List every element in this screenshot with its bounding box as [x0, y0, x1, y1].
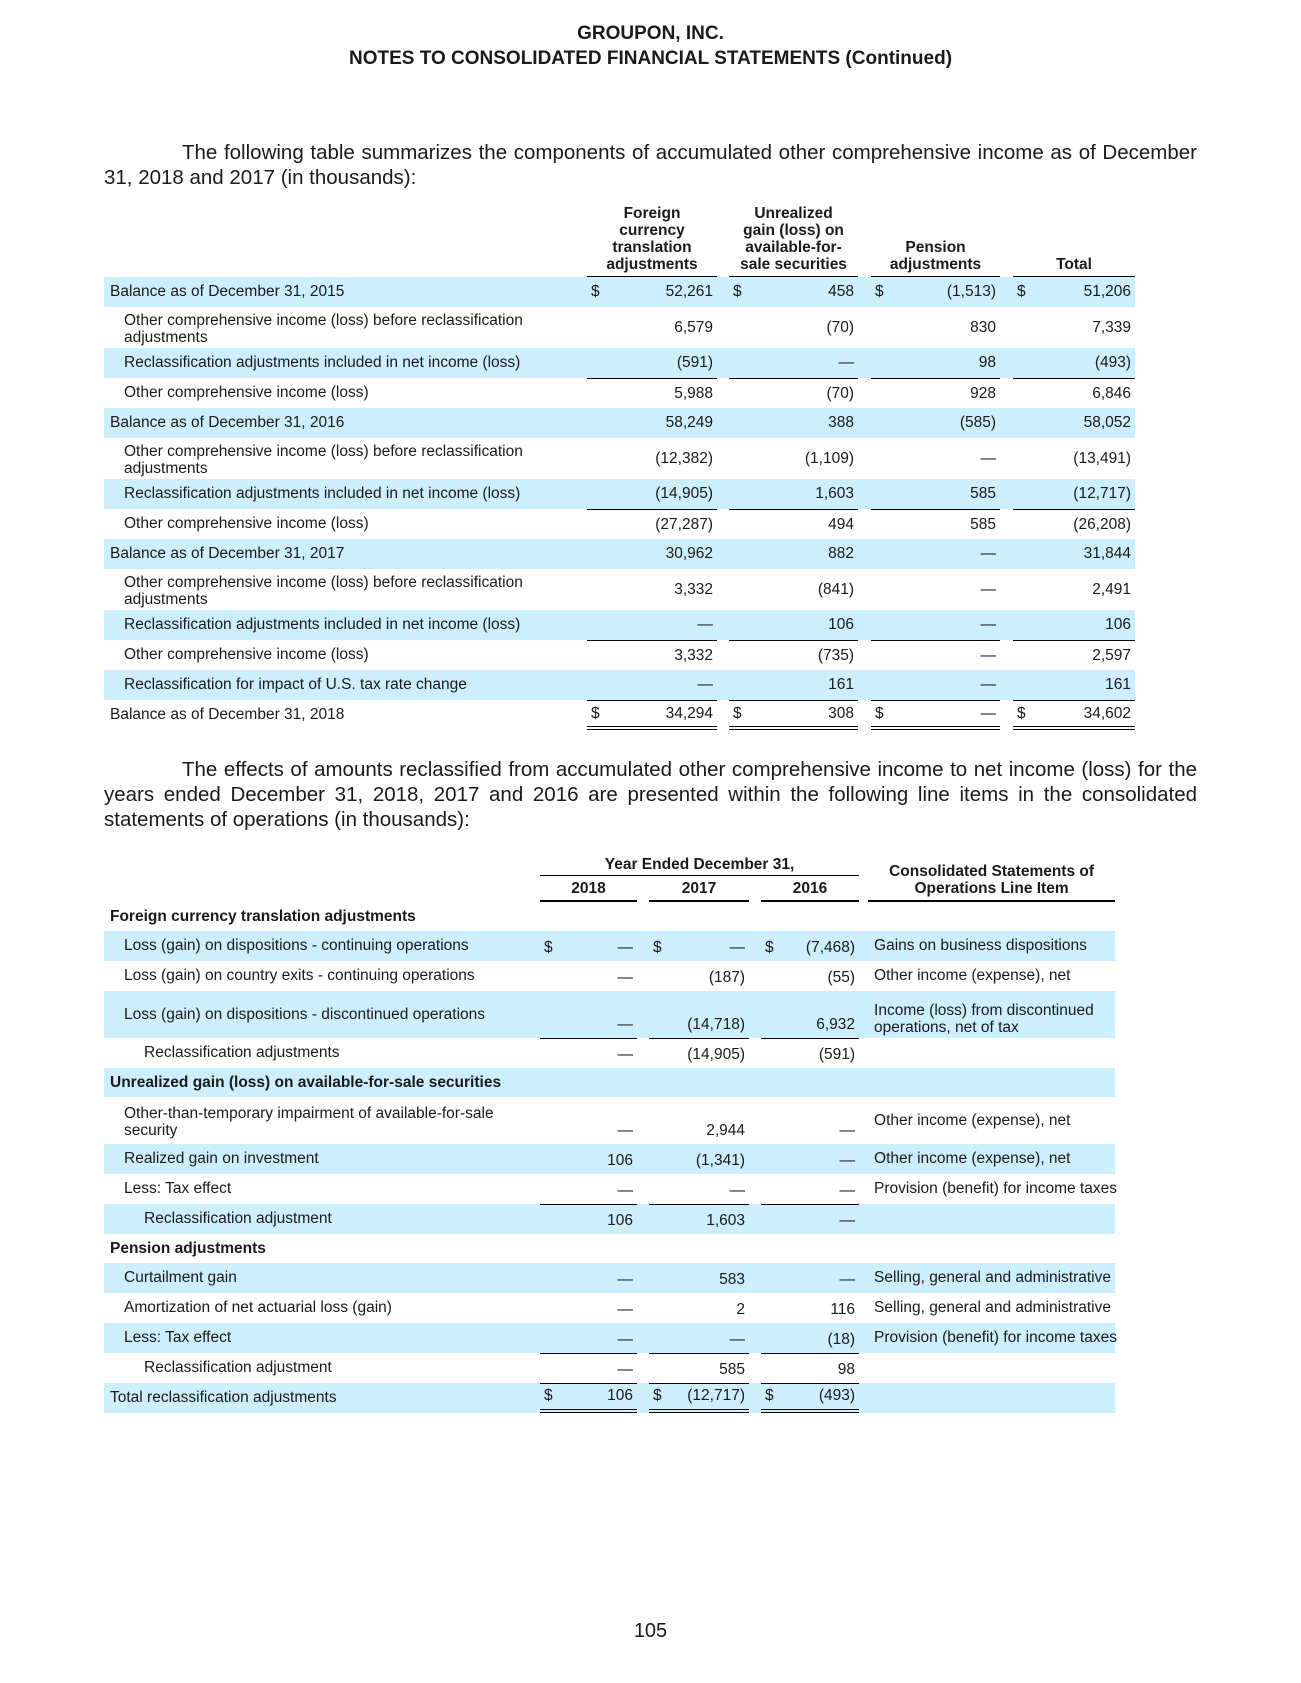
- currency-symbol: [1013, 640, 1035, 670]
- cell-value: 106: [751, 610, 858, 640]
- cell-value: —: [560, 931, 637, 961]
- line-item: Gains on business dispositions: [868, 931, 1115, 961]
- cell-value: 6,579: [674, 318, 713, 336]
- currency-symbol: [540, 1097, 560, 1144]
- cell-value: —: [669, 931, 749, 961]
- col-header-pension: Pension adjustments: [871, 205, 1000, 277]
- currency-symbol: [729, 569, 751, 610]
- row-label: Other comprehensive income (loss) before reclassification adjustments: [124, 442, 523, 477]
- cell-value: —: [893, 670, 1000, 700]
- cell-value: 928: [893, 378, 1000, 408]
- currency-symbol: [649, 1293, 669, 1323]
- cell-value: (591): [781, 1038, 859, 1068]
- currency-symbol: [729, 408, 751, 438]
- currency-symbol: $: [649, 931, 669, 961]
- currency-symbol: [761, 961, 781, 991]
- currency-symbol: [1013, 670, 1035, 700]
- table-row: [104, 610, 1135, 640]
- currency-symbol: [1013, 408, 1035, 438]
- cell-value: —: [617, 1122, 633, 1139]
- line-item-header: Consolidated Statements of Operations Line Item: [868, 852, 1115, 902]
- cell-value: —: [617, 1182, 633, 1199]
- currency-symbol: [761, 1353, 781, 1383]
- row-label: Reclassification adjustment: [104, 1204, 540, 1234]
- row-label: Reclassification adjustments included in net income (loss): [104, 479, 587, 509]
- cell-value: —: [609, 670, 717, 700]
- currency-symbol: [1013, 479, 1035, 509]
- currency-symbol: [729, 610, 751, 640]
- cell-value: (27,287): [609, 509, 717, 539]
- cell-value: 34,602: [1035, 700, 1135, 730]
- cell-value: (591): [609, 348, 717, 378]
- cell-value: 161: [1035, 670, 1135, 700]
- cell-value: 2,597: [1035, 640, 1135, 670]
- cell-value: 58,052: [1035, 408, 1135, 438]
- currency-symbol: [649, 1204, 669, 1234]
- currency-symbol: [587, 438, 609, 479]
- currency-symbol: [649, 1263, 669, 1293]
- currency-symbol: [540, 991, 560, 1038]
- cell-value: (26,208): [1035, 509, 1135, 539]
- cell-value: 830: [970, 318, 997, 336]
- cell-value: (7,468): [781, 931, 859, 961]
- cell-value: 52,261: [609, 277, 717, 307]
- currency-symbol: [729, 670, 751, 700]
- currency-symbol: [761, 1204, 781, 1234]
- cell-value: (14,905): [669, 1038, 749, 1068]
- table-row: [104, 307, 1135, 348]
- currency-symbol: [587, 348, 609, 378]
- cell-value: —: [893, 640, 1000, 670]
- line-item: Provision (benefit) for income taxes: [868, 1323, 1115, 1353]
- currency-symbol: [1013, 569, 1035, 610]
- row-label: Other comprehensive income (loss): [124, 646, 369, 663]
- row-label: Less: Tax effect: [104, 1323, 540, 1353]
- currency-symbol: [587, 670, 609, 700]
- currency-symbol: $: [761, 931, 781, 961]
- currency-symbol: $: [729, 700, 751, 730]
- row-label: Balance as of December 31, 2017: [104, 539, 587, 569]
- section-header-row: [104, 902, 1115, 931]
- cell-value: 3,332: [609, 640, 717, 670]
- line-item: [868, 1383, 1115, 1413]
- cell-value: —: [893, 700, 1000, 730]
- currency-symbol: [1013, 378, 1035, 408]
- year-ended-group-header: Year Ended December 31,: [540, 852, 859, 876]
- cell-value: —: [669, 1323, 749, 1353]
- section-label: Foreign currency translation adjustments: [110, 907, 416, 925]
- cell-value: (1,109): [804, 449, 855, 467]
- cell-value: (735): [751, 640, 858, 670]
- cell-value: 6,932: [781, 991, 859, 1038]
- line-item: Selling, general and administrative: [874, 1299, 1111, 1316]
- currency-symbol: [649, 1174, 669, 1204]
- cell-value: 34,294: [609, 700, 717, 730]
- currency-symbol: [729, 539, 751, 569]
- row-label: Total reclassification adjustments: [104, 1383, 540, 1413]
- row-label: Amortization of net actuarial loss (gain): [124, 1299, 392, 1316]
- currency-symbol: [540, 1293, 560, 1323]
- currency-symbol: [729, 509, 751, 539]
- currency-symbol: [871, 569, 893, 610]
- table-row: [104, 1097, 1115, 1144]
- cell-value: —: [893, 610, 1000, 640]
- cell-value: 458: [751, 277, 858, 307]
- table-row: [104, 569, 1135, 610]
- reclassification-table: [104, 852, 1115, 1413]
- cell-value: 30,962: [609, 539, 717, 569]
- cell-value: (1,341): [669, 1144, 749, 1174]
- currency-symbol: [1013, 348, 1035, 378]
- currency-symbol: [540, 1353, 560, 1383]
- cell-value: —: [560, 1038, 637, 1068]
- currency-symbol: $: [761, 1383, 781, 1413]
- cell-value: (12,717): [1035, 479, 1135, 509]
- section-header-row: [104, 1068, 1115, 1097]
- currency-symbol: [761, 1144, 781, 1174]
- cell-value: (187): [708, 969, 745, 986]
- currency-symbol: [729, 307, 751, 348]
- line-item: [868, 1038, 1115, 1068]
- table-row: [104, 1323, 1115, 1353]
- currency-symbol: [1013, 509, 1035, 539]
- table-row: [104, 991, 1115, 1038]
- currency-symbol: [587, 509, 609, 539]
- table-row: [104, 1353, 1115, 1383]
- currency-symbol: [1013, 438, 1035, 479]
- cell-value: (55): [827, 969, 856, 986]
- currency-symbol: [540, 1144, 560, 1174]
- cell-value: 7,339: [1092, 318, 1132, 336]
- cell-value: 31,844: [1035, 539, 1135, 569]
- currency-symbol: [587, 640, 609, 670]
- cell-value: —: [560, 1353, 637, 1383]
- line-item: [868, 1204, 1115, 1234]
- cell-value: —: [893, 539, 1000, 569]
- cell-value: (841): [817, 580, 855, 598]
- table-row: [104, 700, 1135, 730]
- cell-value: 308: [751, 700, 858, 730]
- table-row: [104, 1174, 1115, 1204]
- year-header-2017: 2017: [649, 876, 749, 902]
- cell-value: 106: [560, 1144, 637, 1174]
- cell-value: 494: [751, 509, 858, 539]
- line-item: Income (loss) from discontinued operations, net of tax: [868, 991, 1115, 1038]
- cell-value: —: [839, 1182, 856, 1199]
- page-subtitle: NOTES TO CONSOLIDATED FINANCIAL STATEMENTS (Continued): [348, 48, 953, 69]
- currency-symbol: [540, 1204, 560, 1234]
- cell-value: 51,206: [1035, 277, 1135, 307]
- currency-symbol: [729, 479, 751, 509]
- table-row: [104, 348, 1135, 378]
- currency-symbol: [871, 378, 893, 408]
- currency-symbol: $: [871, 700, 893, 730]
- row-label: Reclassification adjustments included in net income (loss): [104, 348, 587, 378]
- line-item: Other income (expense), net: [868, 1144, 1115, 1174]
- row-label: Balance as of December 31, 2016: [104, 408, 587, 438]
- year-header-2018: 2018: [540, 876, 637, 902]
- currency-symbol: [540, 1263, 560, 1293]
- row-label: Realized gain on investment: [104, 1144, 540, 1174]
- cell-value: (12,382): [655, 449, 713, 467]
- section-header-row: [104, 1234, 1115, 1263]
- cell-value: 388: [751, 408, 858, 438]
- cell-value: 5,988: [609, 378, 717, 408]
- row-label: Less: Tax effect: [124, 1180, 232, 1197]
- cell-value: —: [751, 348, 858, 378]
- table-row: [104, 1293, 1115, 1323]
- cell-value: 58,249: [609, 408, 717, 438]
- cell-value: (493): [781, 1383, 859, 1413]
- currency-symbol: [729, 348, 751, 378]
- currency-symbol: [587, 307, 609, 348]
- table-row: [104, 670, 1135, 700]
- currency-symbol: $: [587, 277, 609, 307]
- currency-symbol: [761, 1097, 781, 1144]
- cell-value: 1,603: [751, 479, 858, 509]
- currency-symbol: [649, 1144, 669, 1174]
- currency-symbol: [761, 1293, 781, 1323]
- table-row: [104, 378, 1135, 408]
- table-row: [104, 438, 1135, 479]
- cell-value: —: [980, 449, 997, 467]
- cell-value: 1,603: [669, 1204, 749, 1234]
- table-row: [104, 1144, 1115, 1174]
- col-header-foreign-currency: Foreign currency translation adjustments: [587, 205, 717, 277]
- row-label: Reclassification for impact of U.S. tax rate change: [104, 670, 587, 700]
- row-label: Balance as of December 31, 2015: [104, 277, 587, 307]
- currency-symbol: [1013, 307, 1035, 348]
- cell-value: —: [980, 580, 997, 598]
- currency-symbol: [587, 408, 609, 438]
- currency-symbol: [729, 438, 751, 479]
- currency-symbol: [587, 569, 609, 610]
- currency-symbol: [649, 1038, 669, 1068]
- currency-symbol: [871, 307, 893, 348]
- table-row: [104, 961, 1115, 991]
- currency-symbol: $: [729, 277, 751, 307]
- row-label: Balance as of December 31, 2018: [110, 706, 345, 723]
- row-label: Loss (gain) on country exits - continuing operations: [124, 967, 475, 984]
- cell-value: 2,944: [706, 1122, 745, 1139]
- cell-value: 161: [751, 670, 858, 700]
- row-label: Loss (gain) on dispositions - continuing operations: [104, 931, 540, 961]
- line-item: Other income (expense), net: [874, 1111, 1071, 1129]
- section-label: Pension adjustments: [110, 1239, 266, 1257]
- currency-symbol: [871, 640, 893, 670]
- currency-symbol: $: [540, 1383, 560, 1413]
- currency-symbol: [871, 408, 893, 438]
- line-item: Provision (benefit) for income taxes: [874, 1180, 1117, 1197]
- currency-symbol: [761, 1263, 781, 1293]
- currency-symbol: [729, 378, 751, 408]
- cell-value: —: [560, 1323, 637, 1353]
- table-row: [104, 1204, 1115, 1234]
- cell-value: 583: [669, 1263, 749, 1293]
- currency-symbol: [871, 479, 893, 509]
- currency-symbol: [540, 1174, 560, 1204]
- currency-symbol: $: [649, 1383, 669, 1413]
- col-header-unrealized-gain: Unrealized gain (loss) on available-for- sale securities: [729, 205, 858, 277]
- cell-value: —: [781, 1263, 859, 1293]
- currency-symbol: [1013, 610, 1035, 640]
- cell-value: (12,717): [669, 1383, 749, 1413]
- currency-symbol: [540, 961, 560, 991]
- table-row: [104, 1383, 1115, 1413]
- currency-symbol: [871, 610, 893, 640]
- table-row: [104, 509, 1135, 539]
- row-label: Reclassification adjustments included in net income (loss): [104, 610, 587, 640]
- cell-value: (14,905): [609, 479, 717, 509]
- currency-symbol: [540, 1323, 560, 1353]
- cell-value: 585: [893, 509, 1000, 539]
- line-item: [868, 1353, 1115, 1383]
- currency-symbol: [761, 1323, 781, 1353]
- table-row: [104, 277, 1135, 307]
- currency-symbol: [587, 479, 609, 509]
- cell-value: 116: [830, 1301, 856, 1318]
- currency-symbol: $: [540, 931, 560, 961]
- table-row: [104, 931, 1115, 961]
- row-label: Reclassification adjustment: [144, 1359, 332, 1376]
- currency-symbol: [587, 378, 609, 408]
- col-header-total: Total: [1013, 205, 1135, 277]
- currency-symbol: [649, 1097, 669, 1144]
- cell-value: 98: [781, 1353, 859, 1383]
- row-label: Other comprehensive income (loss) before reclassification adjustments: [124, 573, 523, 608]
- cell-value: (493): [1035, 348, 1135, 378]
- currency-symbol: [761, 1038, 781, 1068]
- cell-value: —: [617, 1301, 633, 1318]
- currency-symbol: $: [587, 700, 609, 730]
- row-label: Other comprehensive income (loss) before reclassification adjustments: [124, 311, 523, 346]
- currency-symbol: $: [1013, 277, 1035, 307]
- currency-symbol: $: [871, 277, 893, 307]
- cell-value: 585: [669, 1353, 749, 1383]
- table-row: [104, 640, 1135, 670]
- cell-value: (70): [751, 378, 858, 408]
- cell-value: —: [609, 610, 717, 640]
- table-row: [104, 479, 1135, 509]
- company-name: GROUPON, INC.: [577, 23, 724, 44]
- cell-value: 882: [751, 539, 858, 569]
- currency-symbol: [587, 610, 609, 640]
- row-label: Reclassification adjustments: [144, 1044, 340, 1061]
- row-label: Other-than-temporary impairment of available-for-sale security: [124, 1104, 494, 1139]
- cell-value: 98: [893, 348, 1000, 378]
- currency-symbol: [587, 539, 609, 569]
- currency-symbol: [729, 640, 751, 670]
- currency-symbol: [649, 961, 669, 991]
- cell-value: 106: [1035, 610, 1135, 640]
- cell-value: 585: [893, 479, 1000, 509]
- cell-value: —: [781, 1144, 859, 1174]
- intro-paragraph-2: The effects of amounts reclassified from accumulated other comprehensive income to net income (loss) for the years ended December 31, 2018, 2017 and 2016 are presented within the following line items in the consolidated statements of operations (in thousands):: [104, 758, 1197, 831]
- currency-symbol: [649, 1323, 669, 1353]
- cell-value: (585): [893, 408, 1000, 438]
- section-label: Unrealized gain (loss) on available-for-sale securities: [104, 1068, 540, 1097]
- cell-value: 6,846: [1035, 378, 1135, 408]
- table-row: [104, 539, 1135, 569]
- page-number: 105: [633, 1620, 668, 1642]
- year-header-2016: 2016: [761, 876, 859, 902]
- aoci-components-table: [104, 205, 1135, 730]
- line-item: Selling, general and administrative: [868, 1263, 1115, 1293]
- currency-symbol: [871, 438, 893, 479]
- table-row: [104, 1038, 1115, 1068]
- currency-symbol: [871, 348, 893, 378]
- currency-symbol: [761, 991, 781, 1038]
- currency-symbol: [871, 670, 893, 700]
- cell-value: 2,491: [1092, 580, 1132, 598]
- currency-symbol: [540, 1038, 560, 1068]
- cell-value: (1,513): [893, 277, 1000, 307]
- cell-value: —: [839, 1122, 856, 1139]
- currency-symbol: [649, 991, 669, 1038]
- currency-symbol: [871, 509, 893, 539]
- cell-value: 3,332: [674, 580, 713, 598]
- line-item: Other income (expense), net: [874, 967, 1071, 984]
- cell-value: (70): [826, 318, 855, 336]
- currency-symbol: [1013, 539, 1035, 569]
- cell-value: —: [560, 1263, 637, 1293]
- cell-value: 106: [560, 1383, 637, 1413]
- cell-value: —: [781, 1204, 859, 1234]
- currency-symbol: $: [1013, 700, 1035, 730]
- cell-value: (18): [781, 1323, 859, 1353]
- cell-value: —: [560, 991, 637, 1038]
- row-label: Curtailment gain: [104, 1263, 540, 1293]
- table-row: [104, 408, 1135, 438]
- currency-symbol: [871, 539, 893, 569]
- intro-paragraph-1: The following table summarizes the components of accumulated other comprehensive income as of December 31, 2018 and 2017 (in thousands):: [104, 141, 1197, 189]
- table-row: [104, 1263, 1115, 1293]
- cell-value: (14,718): [669, 991, 749, 1038]
- cell-value: 106: [560, 1204, 637, 1234]
- row-label: Other comprehensive income (loss): [124, 384, 369, 401]
- cell-value: —: [729, 1182, 745, 1199]
- currency-symbol: [761, 1174, 781, 1204]
- cell-value: —: [617, 969, 633, 986]
- row-label: Other comprehensive income (loss): [124, 515, 369, 532]
- row-label: Loss (gain) on dispositions - discontinued operations: [104, 991, 540, 1038]
- currency-symbol: [649, 1353, 669, 1383]
- cell-value: 2: [736, 1301, 745, 1318]
- cell-value: (13,491): [1073, 449, 1132, 467]
